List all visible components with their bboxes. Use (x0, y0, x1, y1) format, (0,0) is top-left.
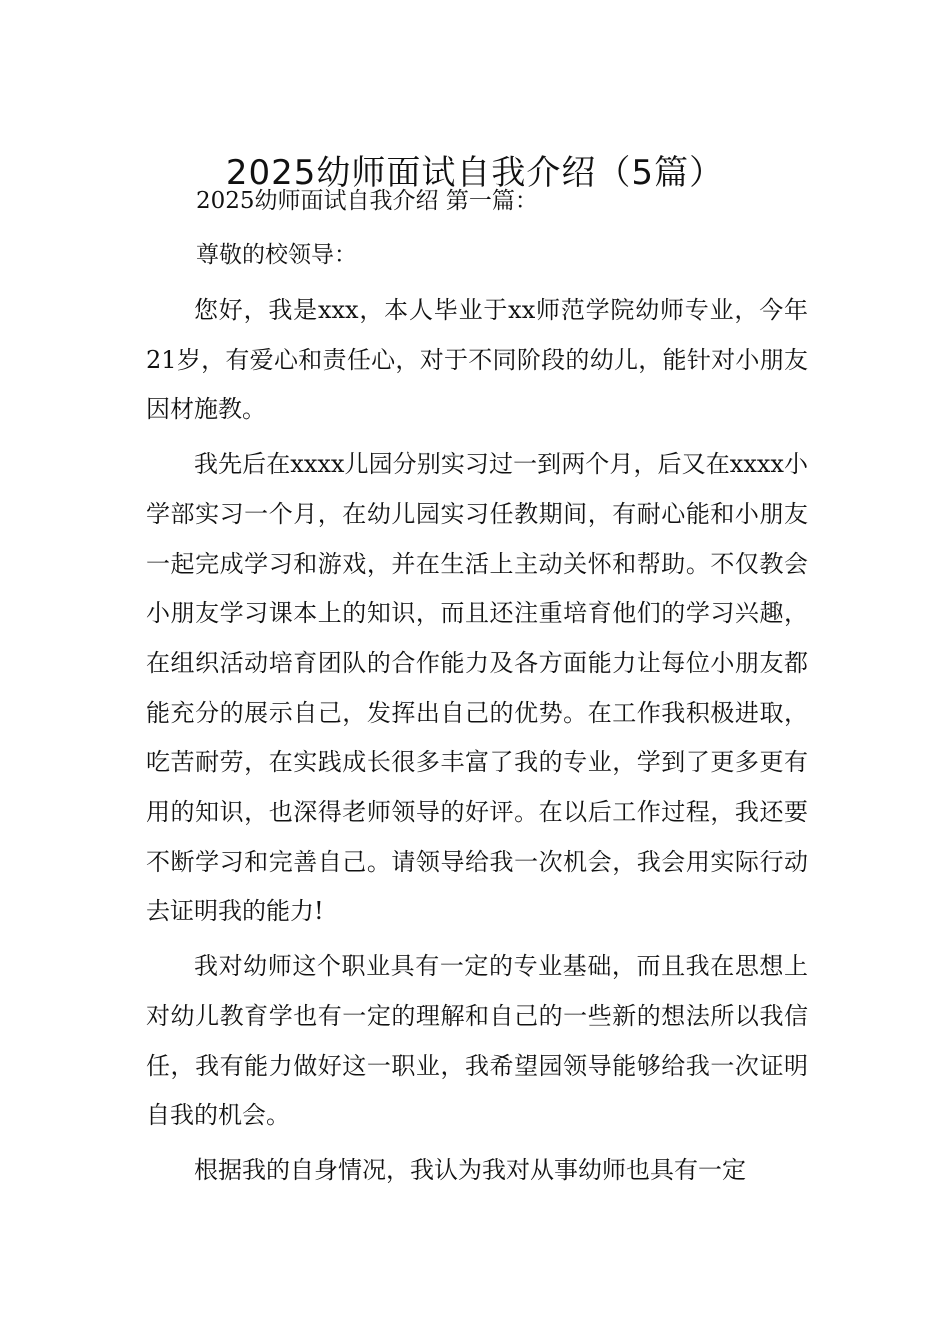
document-title: 2025幼师面试自我介绍（5篇） (225, 152, 725, 193)
paragraph: 我对幼师这个职业具有一定的专业基础，而且我在思想上对幼儿教育学也有一定的理解和自己的一些新的想法所以我信任，我有能力做好这一职业，我希望园领导能够给我一次证明自我的机会。 (146, 952, 808, 1130)
paragraph: 根据我的自身情况，我认为我对从事幼师也具有一定 (194, 1155, 746, 1184)
paragraph: 您好，我是xxx，本人毕业于xx师范学院幼师专业，今年21岁，有爱心和责任心，对于不同阶段的幼儿，能针对小朋友因材施教。 (146, 296, 808, 424)
salutation: 尊敬的校领导： (196, 242, 357, 268)
paragraph: 我先后在xxxx儿园分别实习过一到两个月，后又在xxxx小学部实习一个月，在幼儿园实习任教期间，有耐心能和小朋友一起完成学习和游戏，并在生活上主动关怀和帮助。不仅教会小朋友学习课本上的知识，而且还注重培育他们的学习兴趣，在组织活动培育团队的合作能力及各方面能力让每位小朋友都能充分的展示自己，发挥出自己的优势。在工作我积极进取，吃苦耐劳，在实践成长很多丰富了我的专业，学到了更多更有用的知识，也深得老师领导的好评。在以后工作过程，我还要不断学习和完善自己。请领导给我一次机会，我会用实际行动去证明我的能力! (146, 450, 808, 926)
section-heading: 2025幼师面试自我介绍 第一篇： (196, 188, 538, 214)
document-body (146, 178, 808, 1201)
